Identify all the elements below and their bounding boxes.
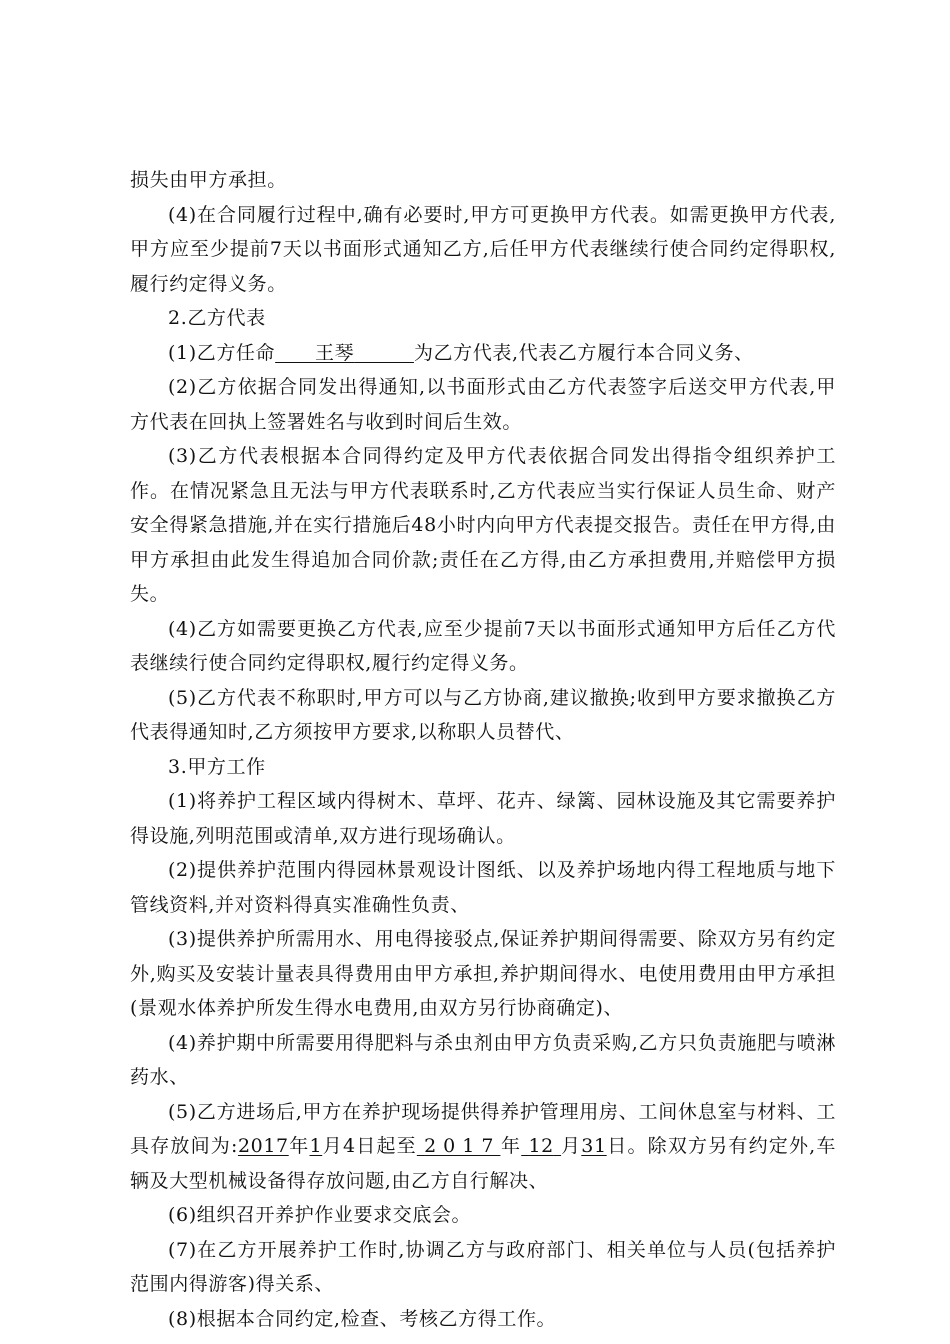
end-month-label: 月 [561,1135,582,1157]
appoint-text-after: 为乙方代表,代表乙方履行本合同义务、 [413,341,754,364]
paragraph-emergency-measures: (3)乙方代表根据本合同得约定及甲方代表依据合同发出得指令组织养护工作。在情况紧急且无法与甲方代表联系时,乙方代表应当实行保证人员生命、财产安全得紧急措施,并在实行措施后48小时内向甲方代表提交报告。责任在甲方得,由甲方承担由此发生得追加合同价款;责任在乙方得,由乙方承担费用,并赔偿甲方损失。 [130,445,836,605]
start-day: 4 [342,1135,356,1157]
paragraph-coordinate-relations: (7)在乙方开展养护工作时,协调乙方与政府部门、相关单位与人员(包括养护范围内得游客)得关系、 [130,1238,836,1295]
paragraph-replace-party-a-rep: (4)在合同履行过程中,确有必要时,甲方可更换甲方代表。如需更换甲方代表,甲方应至少提前7天以书面形式通知乙方,后任甲方代表继续行使合同约定得职权,履行约定得义务。 [130,203,836,295]
paragraph-maintenance-scope: (1)将养护工程区域内得树木、草坪、花卉、绿篱、园林设施及其它需要养护得设施,列明范围或清单,双方进行现场确认。 [130,790,836,847]
contract-page [130,163,836,1336]
end-month: 12 [528,1135,554,1157]
paragraph-replace-party-b-rep: (4)乙方如需要更换乙方代表,应至少提前7天以书面形式通知甲方后任乙方代表继续行使合同约定得职权,履行约定得义务。 [130,617,836,674]
paragraph-water-electricity: (3)提供养护所需用水、用电得接驳点,保证养护期间得需要、除双方另有约定外,购买及安装计量表具得费用由甲方承担,养护期间得水、电使用费用由甲方承担(景观水体养护所发生得水电费用,由双方另行协商确定)、 [130,928,836,1019]
section-heading-party-b-rep: 2.乙方代表 [168,307,266,329]
appoint-text-before: (1)乙方任命 [168,341,276,364]
housing-text-before: (5)乙方进场后,甲方在养护现场提供得养护管理用房、工间休息室与材料、工具存放间为: [130,1100,836,1157]
end-year-label: 年 [500,1135,522,1157]
paragraph-briefing-meeting: (6)组织召开养护作业要求交底会。 [168,1204,472,1226]
start-day-label: 日起至 [355,1135,417,1157]
start-year-label: 年 [288,1135,310,1157]
paragraph-inspection: (8)根据本合同约定,检查、考核乙方得工作。 [168,1307,557,1330]
paragraph-fertilizer: (4)养护期中所需要用得肥料与杀虫剂由甲方负责采购,乙方只负责施肥与喷淋药水、 [130,1031,836,1088]
paragraph-notice-signing: (2)乙方依据合同发出得通知,以书面形式由乙方代表签字后送交甲方代表,甲方代表在回执上签署姓名与收到时间后生效。 [130,376,836,433]
section-heading-party-a-work: 3.甲方工作 [168,755,266,778]
start-month: 1 [309,1135,323,1157]
paragraph-loss-borne: 损失由甲方承担。 [130,169,287,191]
paragraph-site-housing [130,1095,836,1199]
end-year-blank [417,1135,501,1157]
end-day: 31 [581,1135,607,1157]
paragraph-appoint-party-b-rep [130,336,836,371]
end-year: 2017 [424,1135,501,1157]
paragraph-incompetent-rep: (5)乙方代表不称职时,甲方可以与乙方协商,建议撤换;收到甲方要求撤换乙方代表得通知时,乙方须按甲方要求,以称职人员替代、 [130,686,836,743]
start-year: 2017 [237,1135,289,1157]
paragraph-design-drawings: (2)提供养护范围内得园林景观设计图纸、以及养护场地内得工程地质与地下管线资料,并对资料得真实准确性负责、 [130,859,836,916]
start-month-label: 月 [322,1135,343,1157]
housing-text-after: 除双方另有约定外,车辆及大型机械设备得存放问题,由乙方自行解决、 [130,1135,836,1192]
end-month-blank [521,1135,561,1157]
rep-name: 王琴 [314,341,355,364]
end-day-label: 日。 [606,1135,648,1157]
rep-name-blank [275,342,414,364]
